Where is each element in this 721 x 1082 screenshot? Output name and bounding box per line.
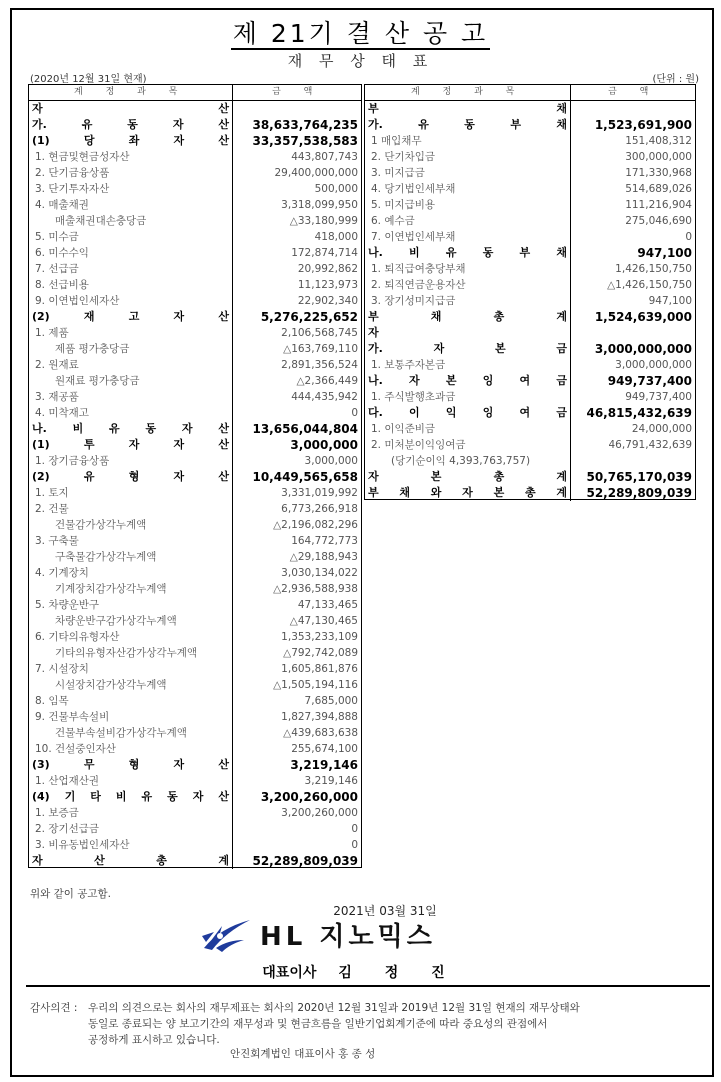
account-name: 기타의유형자산감가상각누계액 bbox=[29, 645, 233, 661]
amount: 3,000,000 bbox=[290, 438, 358, 452]
account-name: 7. 선급금 bbox=[29, 261, 233, 277]
amount: 949,737,400 bbox=[607, 374, 692, 388]
table-row bbox=[29, 469, 361, 485]
liabilities-rows bbox=[365, 101, 695, 501]
account-name: 2. 단기금융상품 bbox=[29, 165, 233, 181]
table-row bbox=[365, 453, 695, 469]
table-row bbox=[29, 165, 361, 181]
amount: 172,874,714 bbox=[291, 247, 358, 259]
table-row bbox=[29, 229, 361, 245]
account-name: 8. 선급비용 bbox=[29, 277, 233, 293]
account-name: (1) 투 자 자 산 bbox=[29, 437, 233, 453]
table-row bbox=[29, 405, 361, 421]
table-row bbox=[29, 181, 361, 197]
table-row bbox=[365, 389, 695, 405]
account-name: 4. 당기법인세부채 bbox=[365, 181, 571, 197]
account-name: 2. 건물 bbox=[29, 501, 233, 517]
amount: 947,100 bbox=[648, 295, 692, 307]
account-name: 부 채 와 자 본 총 계 bbox=[365, 485, 571, 501]
account-name: 1. 장기금융상품 bbox=[29, 453, 233, 469]
amount: 22,902,340 bbox=[297, 295, 358, 307]
table-row bbox=[29, 725, 361, 741]
table-row bbox=[29, 821, 361, 837]
table-row bbox=[29, 357, 361, 373]
logo-text: HL 지노믹스 bbox=[260, 922, 436, 952]
account-name: 4. 미착재고 bbox=[29, 405, 233, 421]
amount: △439,683,638 bbox=[283, 727, 358, 739]
amount: 11,123,973 bbox=[297, 279, 358, 291]
table-row bbox=[29, 389, 361, 405]
amount: △2,936,588,938 bbox=[273, 583, 358, 595]
assets-table bbox=[28, 84, 362, 868]
amount: △1,505,194,116 bbox=[273, 679, 358, 691]
amount: △33,180,999 bbox=[289, 215, 358, 227]
audit-line: 공정하게 표시하고 있습니다. bbox=[88, 1034, 220, 1046]
account-name: 원재료 평가충당금 bbox=[29, 373, 233, 389]
account-name: 5. 미지급비용 bbox=[365, 197, 571, 213]
amount: △163,769,110 bbox=[283, 343, 358, 355]
account-name: 제품 평가충당금 bbox=[29, 341, 233, 357]
account-name: 3. 장기성미지급금 bbox=[365, 293, 571, 309]
table-row bbox=[365, 213, 695, 229]
account-name: 자 산 bbox=[29, 101, 233, 117]
account-name: 1. 제품 bbox=[29, 325, 233, 341]
account-name: 1. 현금및현금성자산 bbox=[29, 149, 233, 165]
table-row bbox=[365, 373, 695, 389]
table-row bbox=[29, 549, 361, 565]
table-row bbox=[29, 101, 361, 117]
account-name: 2. 미처분이익잉여금 bbox=[365, 437, 571, 453]
logo-mark-icon bbox=[200, 918, 252, 952]
account-name: 부 채 bbox=[365, 101, 571, 117]
account-name: 4. 매출채권 bbox=[29, 197, 233, 213]
account-name: 3. 재공품 bbox=[29, 389, 233, 405]
table-row bbox=[29, 565, 361, 581]
account-name: 가. 유 동 자 산 bbox=[29, 117, 233, 133]
amount: 3,000,000,000 bbox=[615, 359, 692, 371]
amount bbox=[233, 101, 361, 117]
amount: 52,289,809,039 bbox=[586, 486, 692, 500]
header-account: 계 정 과 목 bbox=[365, 85, 571, 100]
auditor: 안진회계법인 대표이사 홍 종 성 bbox=[230, 1048, 376, 1060]
amount: 443,807,743 bbox=[291, 151, 358, 163]
page-title bbox=[0, 14, 721, 50]
amount: 164,772,773 bbox=[291, 535, 358, 547]
amount: △792,742,089 bbox=[283, 647, 358, 659]
table-row bbox=[29, 757, 361, 773]
amount: △2,196,082,296 bbox=[273, 519, 358, 531]
table-row bbox=[29, 581, 361, 597]
amount: 3,331,019,992 bbox=[281, 487, 358, 499]
amount: 50,765,170,039 bbox=[586, 470, 692, 484]
account-name: 자 bbox=[365, 325, 571, 341]
amount: △47,130,465 bbox=[289, 615, 358, 627]
header-account: 계 정 과 목 bbox=[29, 85, 233, 100]
amount: 444,435,942 bbox=[291, 391, 358, 403]
table-row bbox=[29, 613, 361, 629]
amount: 0 bbox=[351, 839, 358, 851]
amount: 3,000,000 bbox=[304, 455, 358, 467]
table-header bbox=[29, 85, 361, 101]
table-row bbox=[365, 469, 695, 485]
amount: 3,219,146 bbox=[304, 775, 358, 787]
table-row bbox=[365, 149, 695, 165]
amount bbox=[571, 325, 695, 341]
table-row bbox=[365, 165, 695, 181]
amount: 1,524,639,000 bbox=[594, 310, 692, 324]
account-name: 8. 임목 bbox=[29, 693, 233, 709]
amount: 7,685,000 bbox=[304, 695, 358, 707]
account-name: 7. 시설장치 bbox=[29, 661, 233, 677]
amount: 0 bbox=[351, 407, 358, 419]
account-name: 5. 차량운반구 bbox=[29, 597, 233, 613]
account-name: 6. 기타의유형자산 bbox=[29, 629, 233, 645]
table-row bbox=[365, 245, 695, 261]
table-row bbox=[29, 197, 361, 213]
table-row bbox=[29, 261, 361, 277]
table-row bbox=[29, 805, 361, 821]
table-row bbox=[29, 645, 361, 661]
table-row bbox=[365, 133, 695, 149]
table-row bbox=[365, 325, 695, 341]
table-row bbox=[29, 533, 361, 549]
table-row bbox=[365, 357, 695, 373]
account-name: 3. 단기투자자산 bbox=[29, 181, 233, 197]
table-row bbox=[29, 277, 361, 293]
table-row bbox=[365, 437, 695, 453]
account-name: 다. 이 익 잉 여 금 bbox=[365, 405, 571, 421]
account-name: 5. 미수금 bbox=[29, 229, 233, 245]
amount: 3,200,260,000 bbox=[281, 807, 358, 819]
table-header bbox=[365, 85, 695, 101]
amount: 52,289,809,039 bbox=[252, 854, 358, 868]
account-name: 3. 비유동법인세자산 bbox=[29, 837, 233, 853]
table-row bbox=[29, 741, 361, 757]
currency-unit: (단위 : 원) bbox=[652, 74, 699, 85]
account-name: 1. 보통주자본금 bbox=[365, 357, 571, 373]
account-name: 나. 비 유 동 자 산 bbox=[29, 421, 233, 437]
table-row bbox=[29, 293, 361, 309]
account-name: 부 채 총 계 bbox=[365, 309, 571, 325]
account-name: 1 매입채무 bbox=[365, 133, 571, 149]
table-row bbox=[29, 325, 361, 341]
account-name: 2. 퇴직연금운용자산 bbox=[365, 277, 571, 293]
header-amount: 금 액 bbox=[608, 87, 659, 97]
account-name: (2) 재 고 자 산 bbox=[29, 309, 233, 325]
amount: △29,188,943 bbox=[289, 551, 358, 563]
audit-line: 우리의 의견으로는 회사의 재무제표는 회사의 2020년 12월 31일과 2019년 12월 31일 현재의 재무상태와 bbox=[88, 1002, 580, 1014]
amount: 33,357,538,583 bbox=[252, 134, 358, 148]
amount: △1,426,150,750 bbox=[607, 279, 692, 291]
account-name: (1) 당 좌 자 산 bbox=[29, 133, 233, 149]
table-row bbox=[29, 149, 361, 165]
amount: 111,216,904 bbox=[625, 199, 692, 211]
account-name: 기계장치감가상각누계액 bbox=[29, 581, 233, 597]
account-name: (4) 기 타 비 유 동 자 산 bbox=[29, 789, 233, 805]
double-divider bbox=[361, 84, 363, 866]
liabilities-equity-table bbox=[364, 84, 696, 500]
title-text: 제 21기 결 산 공 고 bbox=[232, 19, 489, 48]
account-name: 1. 주식발행초과금 bbox=[365, 389, 571, 405]
account-name: (3) 무 형 자 산 bbox=[29, 757, 233, 773]
amount: 1,353,233,109 bbox=[281, 631, 358, 643]
table-row bbox=[365, 117, 695, 133]
amount: 20,992,862 bbox=[297, 263, 358, 275]
amount: 29,400,000,000 bbox=[274, 167, 358, 179]
table-row bbox=[29, 773, 361, 789]
amount: 3,200,260,000 bbox=[260, 790, 358, 804]
amount: 947,100 bbox=[637, 246, 692, 260]
amount: 0 bbox=[351, 823, 358, 835]
statement-subtitle: 재 무 상 태 표 bbox=[287, 52, 434, 70]
table-row bbox=[29, 629, 361, 645]
amount: 24,000,000 bbox=[631, 423, 692, 435]
table-row bbox=[365, 485, 695, 501]
amount: 3,219,146 bbox=[290, 758, 358, 772]
table-row bbox=[29, 789, 361, 805]
amount: 6,773,266,918 bbox=[281, 503, 358, 515]
table-row bbox=[29, 117, 361, 133]
table-row bbox=[29, 597, 361, 613]
audit-label: 감사의견 : bbox=[30, 1002, 78, 1014]
assets-rows bbox=[29, 101, 361, 869]
ceo-title: 대표이사 bbox=[262, 965, 317, 981]
table-row bbox=[29, 501, 361, 517]
amount: 10,449,565,658 bbox=[252, 470, 358, 484]
account-name: 4. 기계장치 bbox=[29, 565, 233, 581]
account-name: 9. 건물부속설비 bbox=[29, 709, 233, 725]
account-name: 2. 장기선급금 bbox=[29, 821, 233, 837]
table-row bbox=[365, 277, 695, 293]
table-row bbox=[29, 661, 361, 677]
table-row bbox=[29, 853, 361, 869]
table-row bbox=[365, 101, 695, 117]
table-row bbox=[29, 709, 361, 725]
table-row bbox=[29, 837, 361, 853]
amount: 38,633,764,235 bbox=[252, 118, 358, 132]
amount bbox=[571, 453, 695, 469]
account-name: 자 산 총 계 bbox=[29, 853, 233, 869]
account-name: 3. 미지급금 bbox=[365, 165, 571, 181]
amount: 151,408,312 bbox=[625, 135, 692, 147]
account-name: (당기순이익 4,393,763,757) bbox=[365, 453, 571, 469]
table-row bbox=[365, 293, 695, 309]
account-name: 7. 이연법인세부채 bbox=[365, 229, 571, 245]
account-name: 1. 퇴직급여충당부채 bbox=[365, 261, 571, 277]
account-name: 시설장치감가상각누계액 bbox=[29, 677, 233, 693]
account-name: 9. 이연법인세자산 bbox=[29, 293, 233, 309]
divider bbox=[26, 985, 710, 987]
amount: 418,000 bbox=[314, 231, 358, 243]
amount: 514,689,026 bbox=[625, 183, 692, 195]
audit-line: 동일로 종료되는 양 보고기간의 재무성과 및 현금흐름을 일반기업회계기준에 따라 중요성의 관점에서 bbox=[88, 1018, 548, 1030]
amount: 5,276,225,652 bbox=[260, 310, 358, 324]
account-name: 자 본 총 계 bbox=[365, 469, 571, 485]
account-name: 가. 자 본 금 bbox=[365, 341, 571, 357]
amount: 3,000,000,000 bbox=[594, 342, 692, 356]
amount: 2,106,568,745 bbox=[281, 327, 358, 339]
amount: 500,000 bbox=[314, 183, 358, 195]
account-name: 1. 보증금 bbox=[29, 805, 233, 821]
amount: 13,656,044,804 bbox=[252, 422, 358, 436]
table-row bbox=[29, 437, 361, 453]
header-amount: 금 액 bbox=[272, 87, 323, 97]
account-name: (2) 유 형 자 산 bbox=[29, 469, 233, 485]
table-row bbox=[365, 421, 695, 437]
company-logo bbox=[200, 916, 436, 953]
audit-opinion bbox=[30, 1000, 580, 1046]
table-row bbox=[365, 229, 695, 245]
amount: 1,426,150,750 bbox=[615, 263, 692, 275]
table-row bbox=[29, 485, 361, 501]
table-row bbox=[29, 421, 361, 437]
ceo-signature bbox=[0, 962, 721, 982]
account-name: 건물부속설비감가상각누계액 bbox=[29, 725, 233, 741]
table-row bbox=[29, 309, 361, 325]
amount: 3,318,099,950 bbox=[281, 199, 358, 211]
amount: 0 bbox=[685, 231, 692, 243]
amount: 3,030,134,022 bbox=[281, 567, 358, 579]
amount: 1,605,861,876 bbox=[281, 663, 358, 675]
account-name: 건물감가상각누계액 bbox=[29, 517, 233, 533]
account-name: 6. 미수수익 bbox=[29, 245, 233, 261]
account-name: 구축물감가상각누계액 bbox=[29, 549, 233, 565]
amount: 2,891,356,524 bbox=[281, 359, 358, 371]
account-name: 6. 예수금 bbox=[365, 213, 571, 229]
table-row bbox=[365, 405, 695, 421]
account-name: 나. 자 본 잉 여 금 bbox=[365, 373, 571, 389]
as-of-date: (2020년 12월 31일 현재) bbox=[30, 74, 147, 85]
account-name: 1. 이익준비금 bbox=[365, 421, 571, 437]
account-name: 1. 산업재산권 bbox=[29, 773, 233, 789]
amount: 300,000,000 bbox=[625, 151, 692, 163]
notice-date: 2021년 03월 31일 bbox=[333, 904, 437, 918]
account-name: 3. 구축물 bbox=[29, 533, 233, 549]
table-row bbox=[29, 341, 361, 357]
notice-text: 위와 같이 공고함. bbox=[30, 888, 112, 900]
table-row bbox=[365, 309, 695, 325]
table-row bbox=[365, 261, 695, 277]
amount: 949,737,400 bbox=[625, 391, 692, 403]
amount bbox=[571, 101, 695, 117]
table-row bbox=[29, 213, 361, 229]
table-row bbox=[29, 245, 361, 261]
account-name: 10. 건설중인자산 bbox=[29, 741, 233, 757]
table-row bbox=[29, 133, 361, 149]
account-name: 나. 비 유 동 부 채 bbox=[365, 245, 571, 261]
amount: 46,815,432,639 bbox=[586, 406, 692, 420]
account-name: 매출채권대손충당금 bbox=[29, 213, 233, 229]
table-row bbox=[29, 693, 361, 709]
amount: 275,046,690 bbox=[625, 215, 692, 227]
amount: 171,330,968 bbox=[625, 167, 692, 179]
account-name: 2. 단기차입금 bbox=[365, 149, 571, 165]
amount: 1,827,394,888 bbox=[281, 711, 358, 723]
table-row bbox=[29, 373, 361, 389]
ceo-name: 김 정 진 bbox=[338, 965, 459, 981]
account-name: 2. 원재료 bbox=[29, 357, 233, 373]
table-row bbox=[365, 181, 695, 197]
table-row bbox=[365, 197, 695, 213]
account-name: 가. 유 동 부 채 bbox=[365, 117, 571, 133]
table-row bbox=[29, 677, 361, 693]
amount: 255,674,100 bbox=[291, 743, 358, 755]
table-row bbox=[365, 341, 695, 357]
amount: 1,523,691,900 bbox=[594, 118, 692, 132]
table-row bbox=[29, 517, 361, 533]
amount: 47,133,465 bbox=[297, 599, 358, 611]
amount: △2,366,449 bbox=[296, 375, 358, 387]
table-row bbox=[29, 453, 361, 469]
account-name: 차량운반구감가상각누계액 bbox=[29, 613, 233, 629]
account-name: 1. 토지 bbox=[29, 485, 233, 501]
amount: 46,791,432,639 bbox=[608, 439, 692, 451]
